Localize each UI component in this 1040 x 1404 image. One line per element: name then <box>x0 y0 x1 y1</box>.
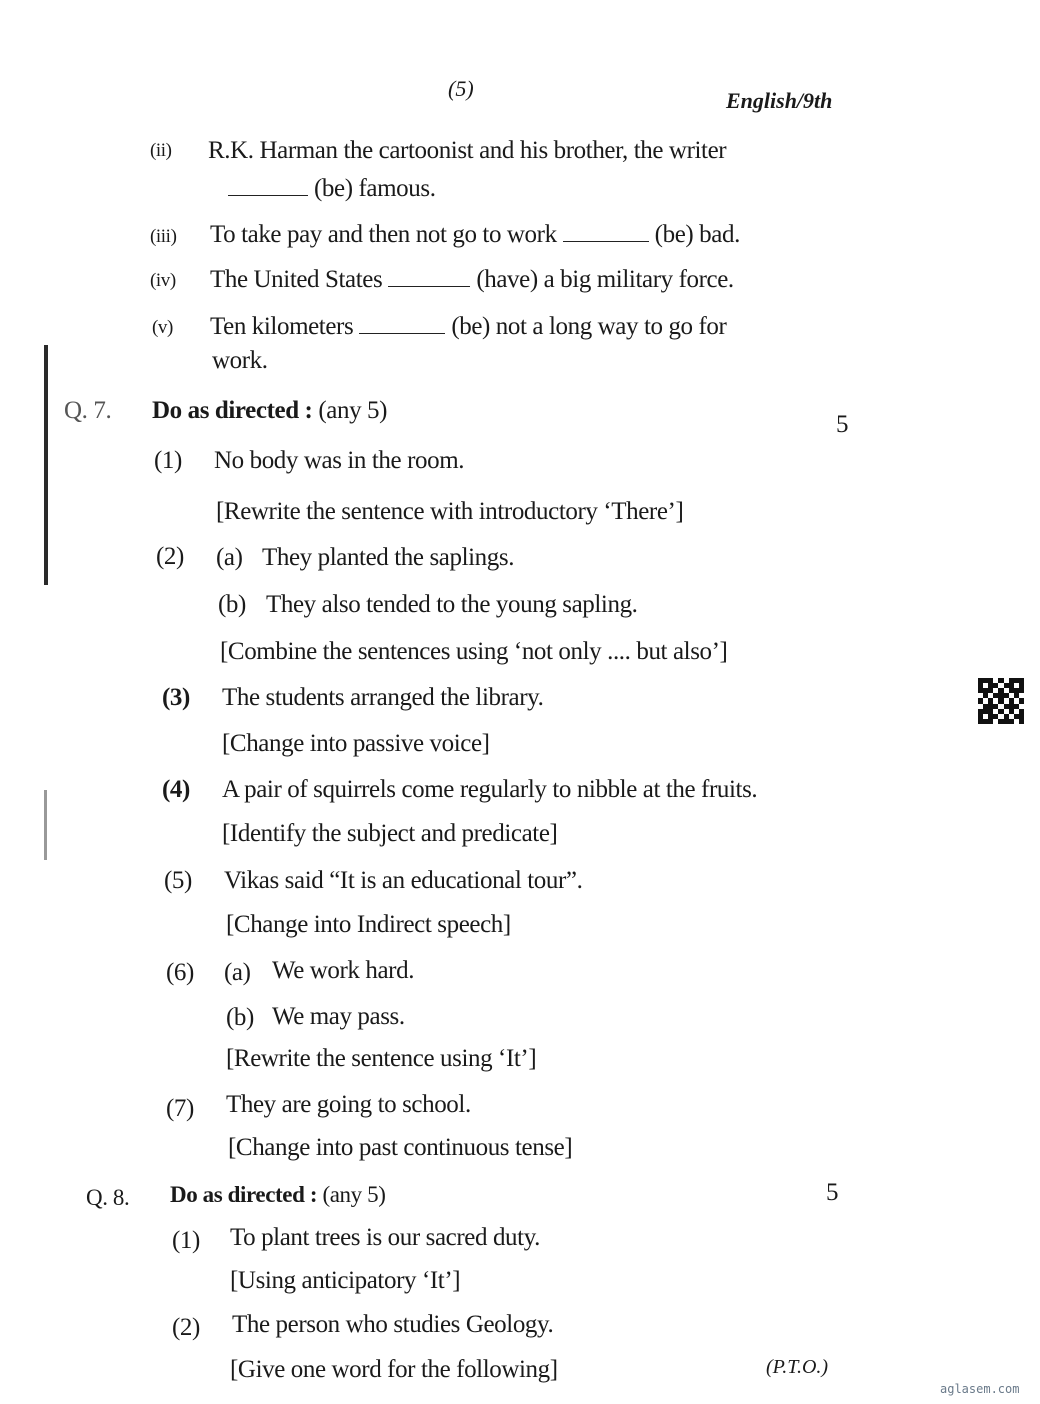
watermark-text: aglasem.com <box>940 1382 1020 1396</box>
q7-item-text: A pair of squirrels come regularly to nibble at the fruits. <box>222 776 758 803</box>
scan-margin-bar <box>44 345 48 585</box>
q7-item-label: (4) <box>162 776 190 803</box>
q6-item-continuation: work. <box>212 347 268 374</box>
q8-item-text: The person who studies Geology. <box>232 1311 554 1338</box>
q7-item-label: (5) <box>164 867 192 894</box>
q8-item-label: (1) <box>172 1227 200 1254</box>
q7-item-instruction: [Combine the sentences using ‘not only .... but also’] <box>220 638 728 665</box>
q6-item-after: (have) a big military force. <box>476 266 734 293</box>
answer-blank <box>388 285 470 287</box>
q8-item-instruction: [Give one word for the following] <box>230 1356 558 1383</box>
q8-item-label: (2) <box>172 1314 200 1341</box>
q7-item-instruction: [Rewrite the sentence with introductory ‘There’] <box>216 498 684 525</box>
q6-item-text: R.K. Harman the cartoonist and his brother, the writer <box>208 137 727 164</box>
page-number: (5) <box>448 76 474 101</box>
qr-code-icon <box>978 678 1024 724</box>
q6-item-text: Ten kilometers <box>210 313 354 340</box>
q8-marks: 5 <box>826 1179 839 1206</box>
q7-item-text: Vikas said “It is an educational tour”. <box>224 867 583 894</box>
q8-item-text: To plant trees is our sacred duty. <box>230 1224 541 1251</box>
q7-sub-a-text: We work hard. <box>272 957 415 984</box>
q6-item-label: (ii) <box>150 140 172 161</box>
scan-margin-bar-lower <box>44 790 47 860</box>
q7-sub-b-text: They also tended to the young sapling. <box>266 591 638 618</box>
q7-sub-a-label: (a) <box>216 544 243 571</box>
q7-item-text: They are going to school. <box>226 1091 471 1118</box>
q7-heading <box>152 396 387 426</box>
q6-item-text: To take pay and then not go to work <box>210 221 557 248</box>
q6-item-text: The United States <box>210 266 383 293</box>
q7-item-text: No body was in the room. <box>214 447 465 474</box>
q6-item-label: (iii) <box>150 226 177 247</box>
q7-item-label: (6) <box>166 959 194 986</box>
q6-item-line2 <box>222 174 436 204</box>
answer-blank <box>359 332 445 334</box>
q7-sub-a-label: (a) <box>224 959 251 986</box>
q8-note: (any 5) <box>322 1182 386 1207</box>
q7-item-instruction: [Change into Indirect speech] <box>226 911 511 938</box>
q8-item-instruction: [Using anticipatory ‘It’] <box>230 1267 461 1294</box>
subject-code: English/9th <box>726 88 833 113</box>
q7-item-label: (7) <box>166 1095 194 1122</box>
q7-item-instruction: [Identify the subject and predicate] <box>222 820 558 847</box>
q7-note: (any 5) <box>318 397 388 424</box>
q7-sub-a-text: They planted the saplings. <box>262 544 515 571</box>
q7-item-instruction: [Change into passive voice] <box>222 730 490 757</box>
q7-item-text: The students arranged the library. <box>222 684 544 711</box>
q6-item-line <box>210 220 740 250</box>
q7-item-label: (1) <box>154 447 182 474</box>
answer-blank <box>228 194 308 196</box>
q6-item-after: (be) not a long way to go for <box>451 313 727 340</box>
q8-title: Do as directed : <box>170 1182 318 1207</box>
answer-blank <box>563 240 649 242</box>
q7-marks: 5 <box>836 411 849 438</box>
q7-number: Q. 7. <box>64 397 112 424</box>
q8-number: Q. 8. <box>86 1185 130 1210</box>
q7-item-label: (2) <box>156 543 184 570</box>
q7-sub-b-text: We may pass. <box>272 1003 405 1030</box>
q6-item-text-b: (be) famous. <box>314 175 436 202</box>
q7-item-label: (3) <box>162 684 190 711</box>
pto-label: (P.T.O.) <box>766 1356 829 1378</box>
q7-item-instruction: [Rewrite the sentence using ‘It’] <box>226 1045 537 1072</box>
q6-item-label: (iv) <box>150 270 176 291</box>
q6-item-line <box>210 265 734 295</box>
q8-heading <box>170 1180 385 1210</box>
q7-title: Do as directed : <box>152 397 313 424</box>
q7-sub-b-label: (b) <box>226 1004 254 1031</box>
q7-sub-b-label: (b) <box>218 591 246 618</box>
q6-item-line <box>210 312 726 342</box>
q6-item-label: (v) <box>152 317 173 338</box>
q7-item-instruction: [Change into past continuous tense] <box>228 1134 573 1161</box>
q6-item-after: (be) bad. <box>654 221 740 248</box>
